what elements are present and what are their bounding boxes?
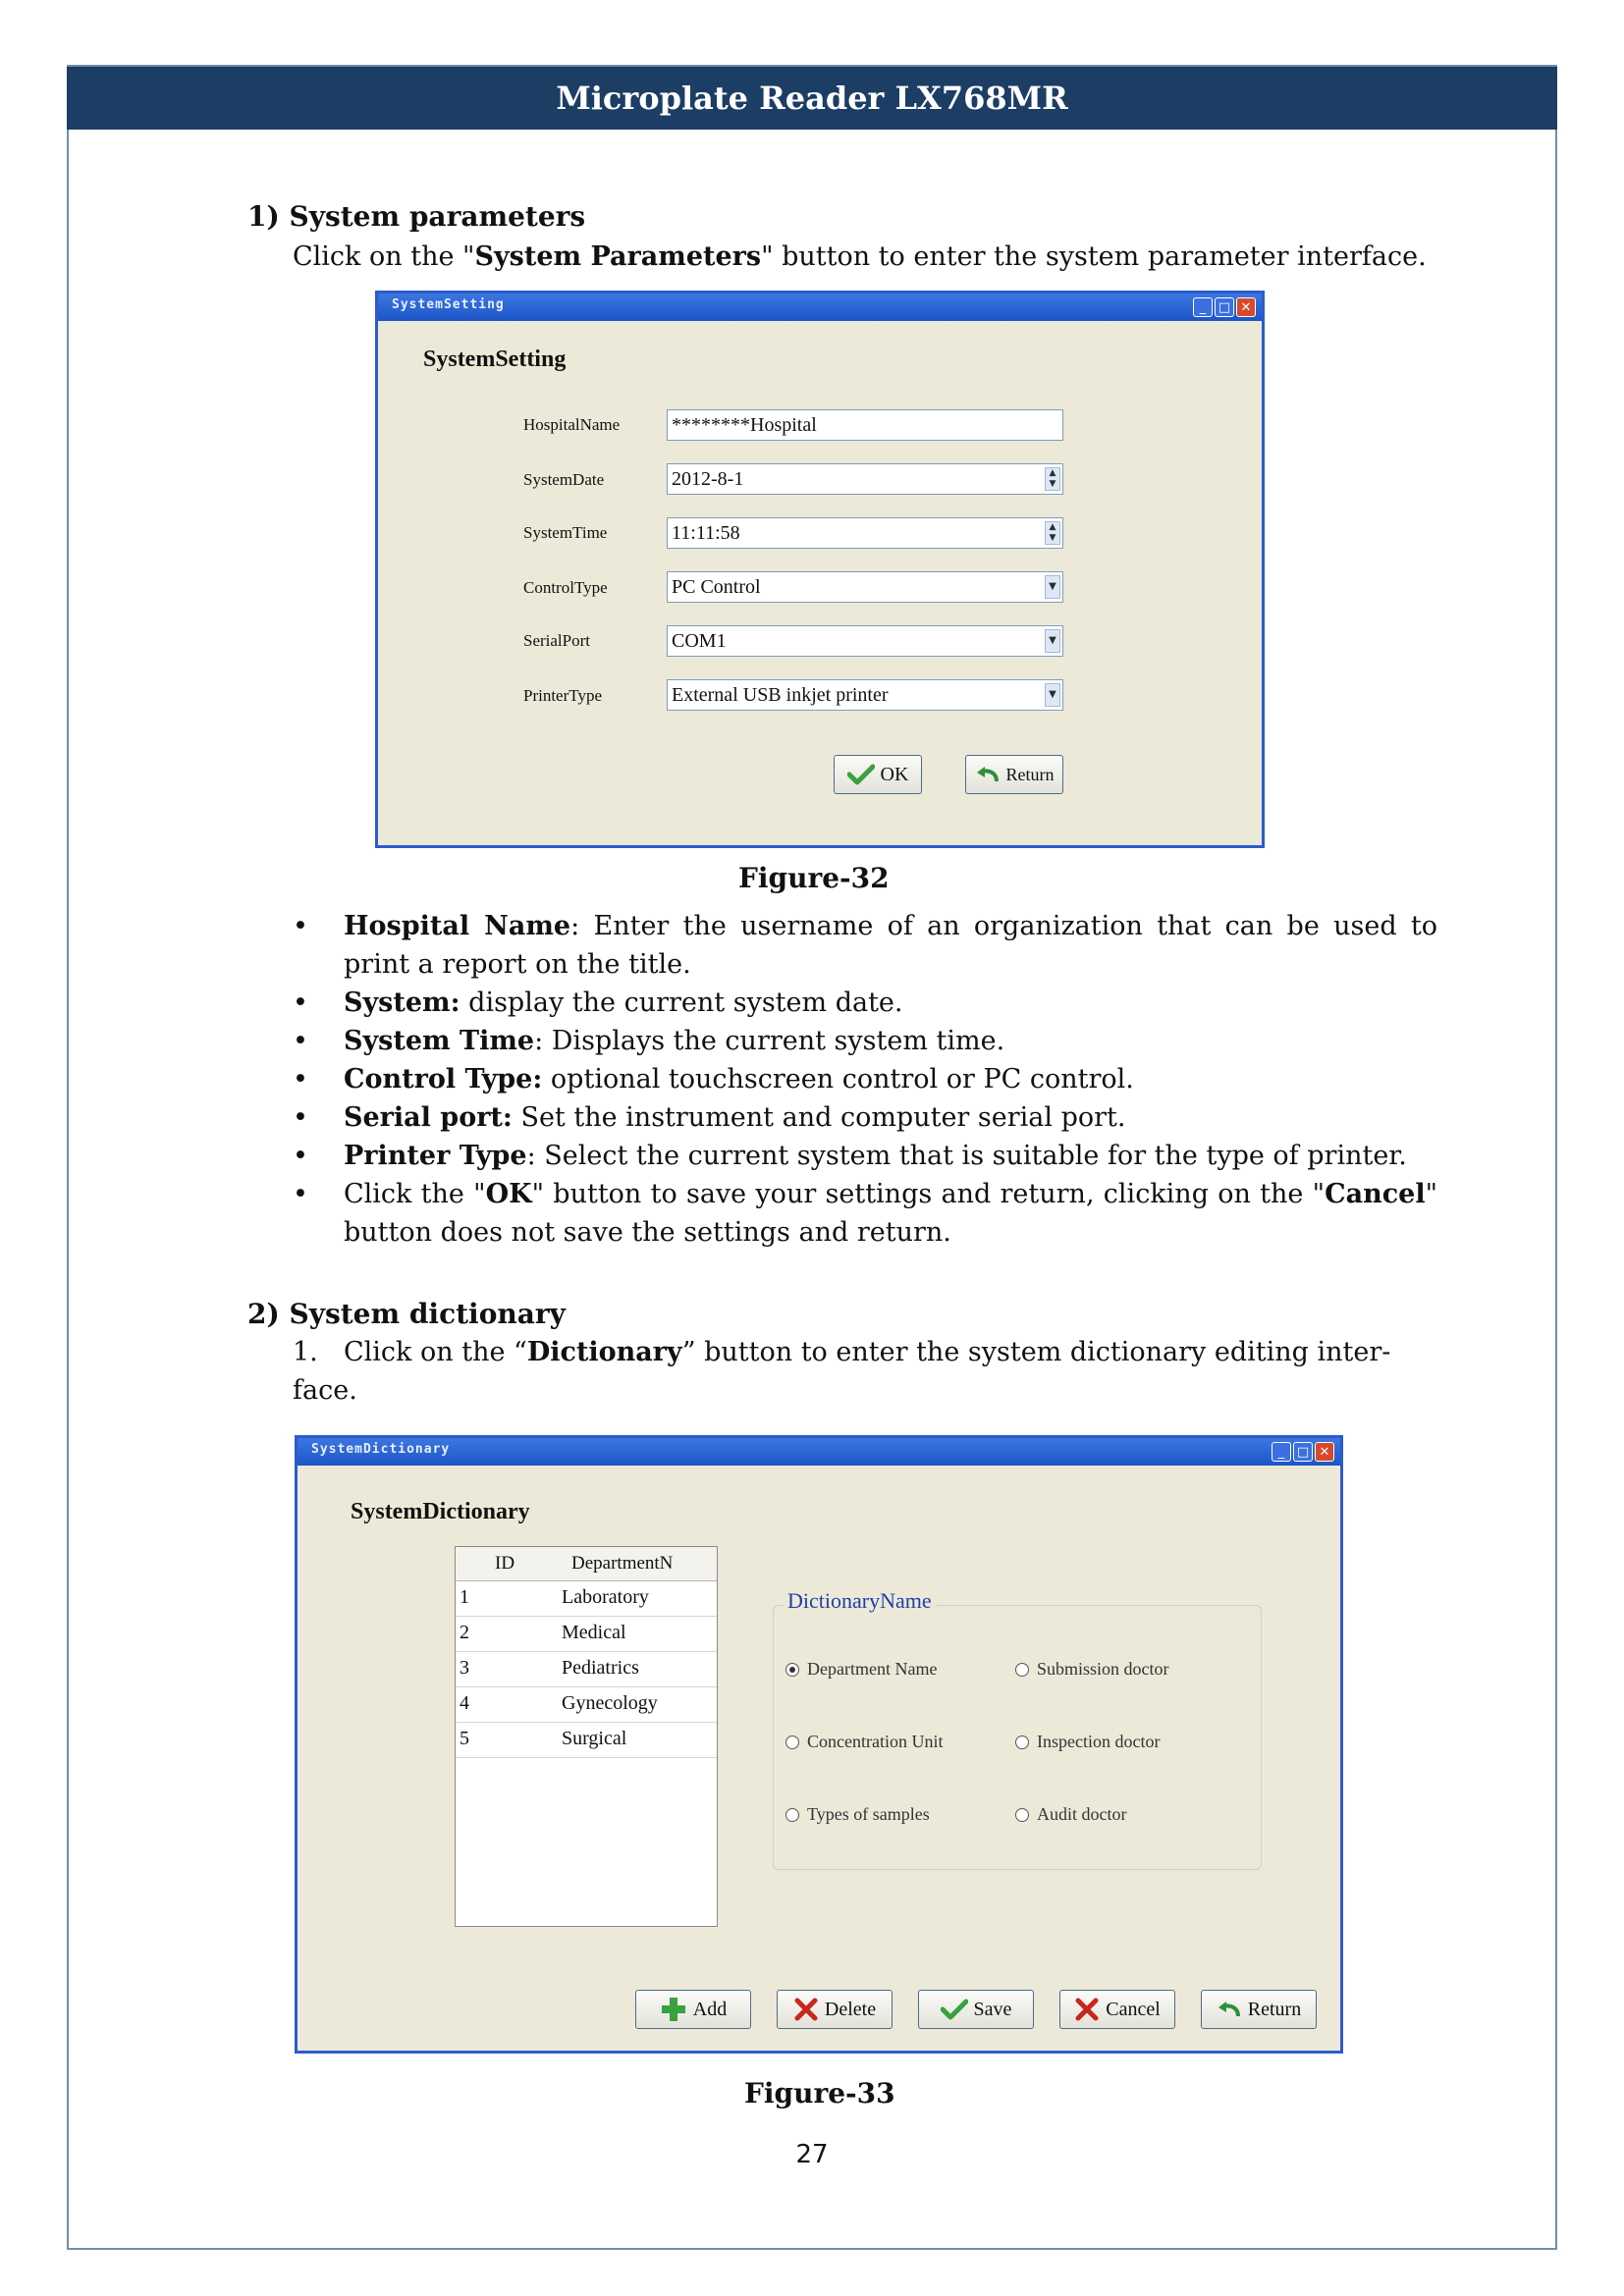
printer-type-value: External USB inkjet printer <box>672 684 889 706</box>
figure-32-caption: Figure-32 <box>738 862 890 894</box>
control-type-select[interactable] <box>667 571 1063 603</box>
return-arrow-icon <box>1217 2000 1242 2019</box>
date-spinner-icon[interactable]: ▲ ▼ <box>1045 467 1060 491</box>
serial-port-select[interactable] <box>667 625 1063 657</box>
delete-label: Delete <box>824 1998 877 2020</box>
window-title: SystemSetting <box>392 297 505 312</box>
save-button[interactable] <box>918 1990 1034 2029</box>
radio-icon <box>785 1808 799 1822</box>
parameter-bullet-list <box>293 907 1437 1252</box>
row-id: 2 <box>460 1622 469 1643</box>
page-number: 27 <box>795 2140 829 2169</box>
close-icon[interactable]: ✕ <box>1315 1442 1334 1462</box>
list-item: • Serial port: Set the instrument and computer serial port. <box>293 1102 1126 1133</box>
ok-button[interactable] <box>834 755 922 794</box>
chevron-down-icon[interactable]: ▼ <box>1045 575 1060 599</box>
control-type-label: ControlType <box>523 578 608 597</box>
dictionary-name-group <box>773 1588 1262 1870</box>
radio-icon <box>1015 1735 1029 1749</box>
list-item: • Control Type: optional touchscreen control or PC control. <box>293 1064 1134 1095</box>
return-label: Return <box>1005 764 1055 784</box>
row-name: Medical <box>562 1622 626 1643</box>
delete-button[interactable] <box>777 1990 893 2029</box>
window-titlebar <box>378 294 1262 321</box>
checkmark-icon <box>847 764 875 785</box>
hospital-name-label: HospitalName <box>523 415 621 434</box>
close-icon[interactable]: ✕ <box>1236 297 1256 317</box>
maximize-icon[interactable]: □ <box>1215 297 1234 317</box>
return-arrow-icon <box>975 765 1001 784</box>
radio-types-of-samples[interactable]: Types of samples <box>785 1804 930 1825</box>
ok-label: OK <box>880 763 909 785</box>
control-type-value: PC Control <box>672 576 761 598</box>
system-time-input[interactable] <box>667 517 1063 549</box>
column-header-id[interactable]: ID <box>495 1553 515 1574</box>
department-table[interactable] <box>455 1546 718 1927</box>
header-band <box>67 67 1557 130</box>
list-item: • Click the "OK" button to save your settings and return, clicking on the "Cancel" button does not save the settings and return. <box>293 1179 1438 1248</box>
radio-icon <box>1015 1808 1029 1822</box>
add-button[interactable] <box>635 1990 751 2029</box>
system-setting-window <box>375 291 1265 848</box>
table-row[interactable] <box>456 1722 717 1758</box>
radio-audit-doctor[interactable]: Audit doctor <box>1015 1804 1127 1825</box>
table-header <box>456 1547 717 1581</box>
list-item: • System Time: Displays the current system time. <box>293 1026 1005 1056</box>
system-dictionary-window <box>295 1435 1343 2054</box>
system-date-label: SystemDate <box>523 470 605 489</box>
cancel-x-icon <box>1074 1997 1100 2022</box>
figure-33-caption: Figure-33 <box>744 2077 895 2109</box>
dialog-heading: SystemSetting <box>423 347 567 372</box>
printer-type-label: PrinterType <box>523 686 603 705</box>
row-id: 4 <box>460 1692 469 1714</box>
page-header-title: Microplate Reader LX768MR <box>556 80 1068 117</box>
chevron-down-icon[interactable]: ▼ <box>1045 629 1060 653</box>
radio-selected-icon <box>785 1663 799 1677</box>
add-label: Add <box>692 1998 728 2020</box>
maximize-icon[interactable]: □ <box>1293 1442 1313 1462</box>
radio-icon <box>1015 1663 1029 1677</box>
hospital-name-input[interactable]: ********Hospital <box>667 409 1063 441</box>
delete-x-icon <box>793 1997 819 2022</box>
radio-inspection-doctor[interactable]: Inspection doctor <box>1015 1732 1160 1752</box>
serial-port-label: SerialPort <box>523 631 590 650</box>
return-label: Return <box>1247 1998 1302 2020</box>
table-row[interactable] <box>456 1686 717 1723</box>
radio-submission-doctor[interactable]: Submission doctor <box>1015 1659 1169 1680</box>
minimize-icon[interactable]: _ <box>1193 297 1213 317</box>
time-spinner-icon[interactable]: ▲ ▼ <box>1045 521 1060 545</box>
cancel-label: Cancel <box>1106 1998 1161 2020</box>
table-row[interactable] <box>456 1651 717 1687</box>
radio-department-name[interactable]: Department Name <box>785 1659 937 1680</box>
dialog-heading: SystemDictionary <box>351 1499 530 1524</box>
cancel-button[interactable] <box>1059 1990 1175 2029</box>
plus-icon <box>660 1996 687 2023</box>
system-time-label: SystemTime <box>523 523 608 542</box>
column-header-department[interactable]: DepartmentN <box>571 1553 674 1574</box>
window-titlebar <box>298 1438 1340 1466</box>
row-id: 1 <box>460 1586 469 1608</box>
row-id: 5 <box>460 1728 469 1749</box>
radio-concentration-unit[interactable]: Concentration Unit <box>785 1732 943 1752</box>
serial-port-value: COM1 <box>672 630 727 652</box>
list-item: • Hospital Name: Enter the username of an organization that can be used to print a report on the title. <box>293 911 1437 980</box>
save-label: Save <box>973 1998 1012 2020</box>
section-heading-system-parameters: 1) System parameters <box>247 200 586 233</box>
row-id: 3 <box>460 1657 469 1679</box>
row-name: Pediatrics <box>562 1657 639 1679</box>
section2-step: 1. Click on the “Dictionary” button to enter the system dictionary editing inter-face. <box>293 1337 1391 1406</box>
system-time-value: 11:11:58 <box>672 522 740 544</box>
radio-icon <box>785 1735 799 1749</box>
table-row[interactable] <box>456 1616 717 1652</box>
section-heading-system-dictionary: 2) System dictionary <box>247 1298 566 1330</box>
row-name: Surgical <box>562 1728 627 1749</box>
system-date-input[interactable] <box>667 463 1063 495</box>
chevron-down-icon[interactable]: ▼ <box>1045 683 1060 707</box>
checkmark-icon <box>941 1999 968 2020</box>
list-item: • System: display the current system date. <box>293 988 903 1018</box>
group-title: DictionaryName <box>784 1588 936 1614</box>
row-name: Laboratory <box>562 1586 649 1608</box>
section1-intro: Click on the "System Parameters" button to enter the system parameter interface. <box>293 241 1427 272</box>
minimize-icon[interactable]: _ <box>1272 1442 1291 1462</box>
system-date-value: 2012-8-1 <box>672 468 744 490</box>
return-button[interactable] <box>1201 1990 1317 2029</box>
row-name: Gynecology <box>562 1692 658 1714</box>
printer-type-select[interactable] <box>667 679 1063 711</box>
return-button[interactable] <box>965 755 1063 794</box>
list-item: • Printer Type: Select the current system that is suitable for the type of printer. <box>293 1141 1407 1171</box>
window-title: SystemDictionary <box>311 1442 451 1457</box>
table-row[interactable] <box>456 1580 717 1617</box>
